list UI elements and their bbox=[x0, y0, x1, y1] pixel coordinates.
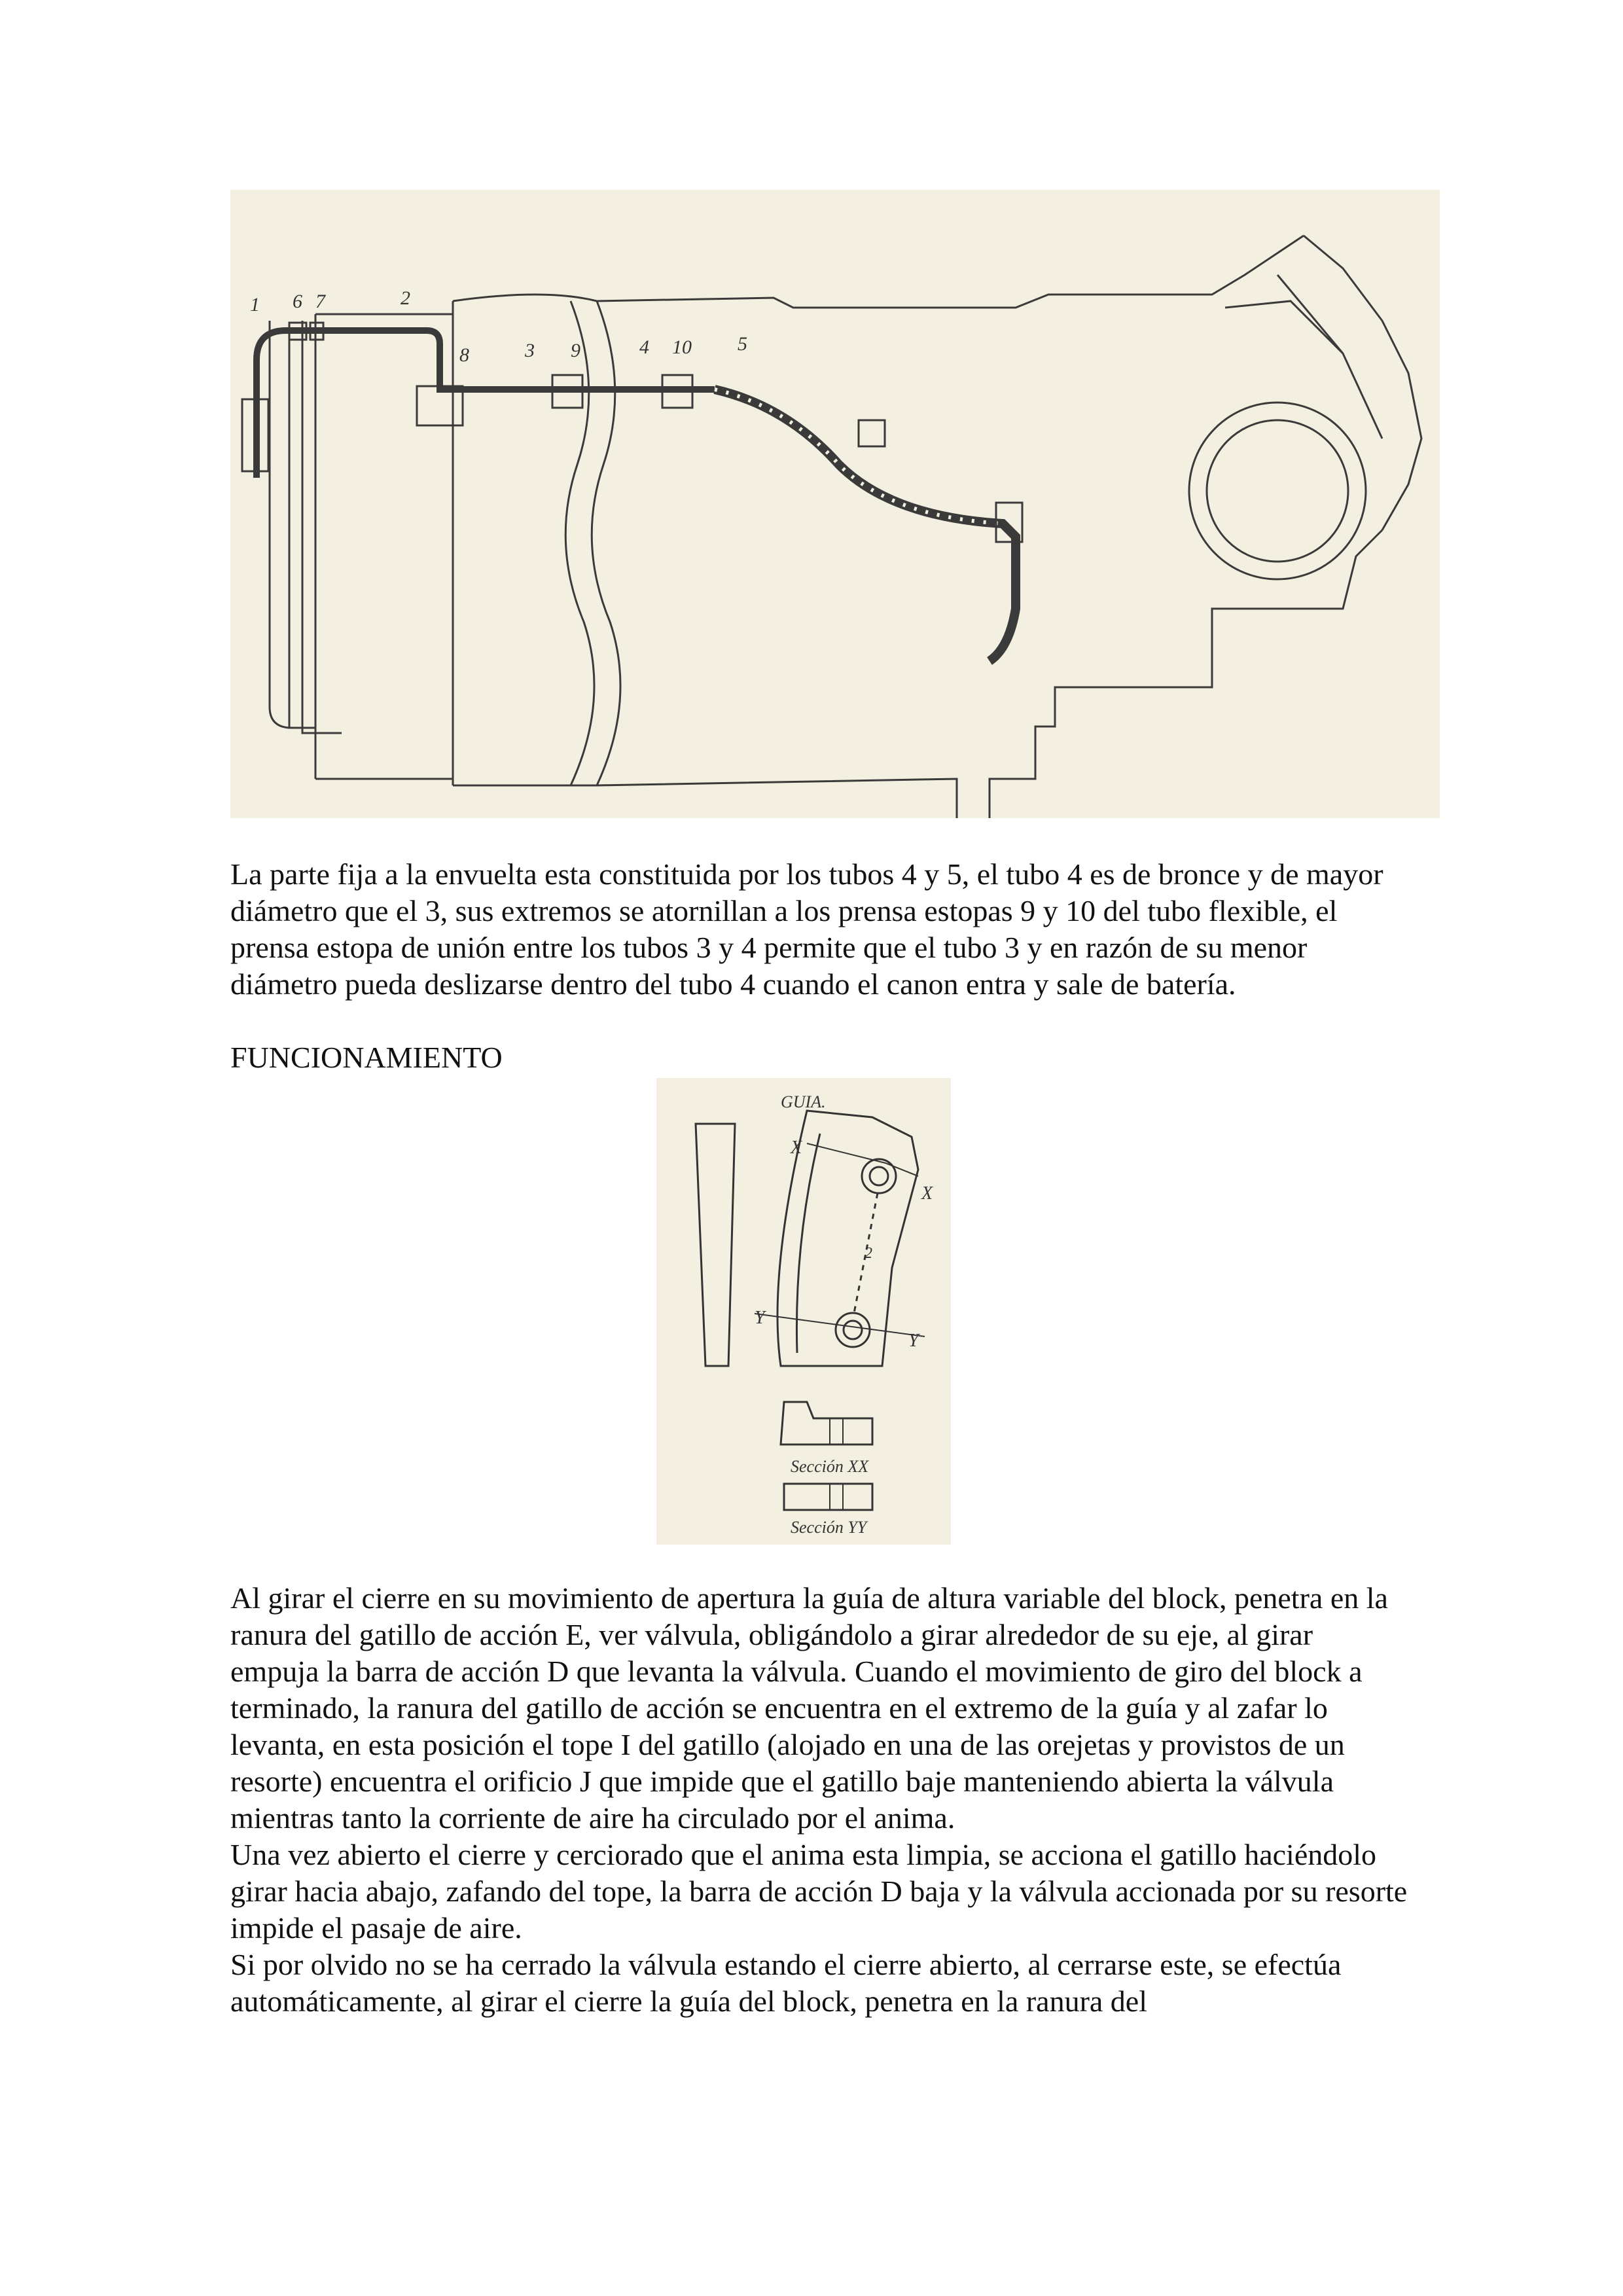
section-yy-label: Sección YY bbox=[791, 1518, 867, 1537]
body-text bbox=[230, 1580, 1408, 2020]
label-1: 1 bbox=[250, 294, 260, 315]
guide-title: GUIA. bbox=[781, 1092, 826, 1111]
label-4: 4 bbox=[639, 336, 649, 358]
section-xx-label: Sección XX bbox=[791, 1457, 869, 1476]
breech-tube-svg bbox=[230, 190, 1440, 818]
paragraph-fixed-part: La parte fija a la envuelta esta constituida por los tubos 4 y 5, el tubo 4 es de bronce y de mayor diámetro que el 3, sus extremos se atornillan a los prensa estopas 9 y 10 del tubo flexible, el prensa estopa de unión entre los tubos 3 y 4 permite que el tubo 3 y en razón de su menor diámetro pueda deslizarse dentro del tubo 4 cuando el canon entra y sale de batería. bbox=[230, 857, 1383, 1001]
section-heading bbox=[230, 1039, 1408, 1076]
guide-drawing bbox=[656, 1078, 951, 1545]
label-9: 9 bbox=[571, 340, 580, 361]
guide-svg bbox=[656, 1078, 951, 1545]
label-6: 6 bbox=[293, 291, 302, 312]
paragraph-opening: Al girar el cierre en su movimiento de apertura la guía de altura variable del block, penetra en la ranura del gatillo de acción E, ver válvula, obligándolo a girar alrededor de su eje, al girar empuja la barra de acción D que levanta la válvula. Cuando el movimiento de giro del block a terminado, la ranura del gatillo de acción se encuentra en el extremo de la guía y al zafar lo levanta, en esta posición el tope I del gatillo (alojado en una de las orejetas y provistos de un resorte) encuentra el orificio J que impide que el gatillo baje manteniendo abierta la válvula mientras tanto la corriente de aire ha circulado por el anima. bbox=[230, 1581, 1388, 1835]
label-8: 8 bbox=[459, 344, 469, 366]
label-3: 3 bbox=[525, 340, 535, 361]
guide-number: 2 bbox=[865, 1245, 872, 1262]
guide-y-left: Y bbox=[755, 1308, 765, 1328]
label-2: 2 bbox=[401, 287, 410, 309]
guide-y-right: Y bbox=[908, 1331, 919, 1351]
label-7: 7 bbox=[315, 291, 325, 312]
breech-tube-drawing bbox=[230, 190, 1440, 818]
heading-funcionamiento: FUNCIONAMIENTO bbox=[230, 1041, 503, 1074]
label-10: 10 bbox=[672, 336, 692, 358]
paragraph-automatic-close: Si por olvido no se ha cerrado la válvula estando el cierre abierto, al cerrarse este, se efectúa automáticamente, al girar el cierre la guía del block, penetra en la ranura del bbox=[230, 1948, 1342, 2018]
guide-x-left: X bbox=[791, 1138, 802, 1158]
guide-x-right: X bbox=[921, 1183, 933, 1204]
intro-paragraph bbox=[230, 856, 1408, 1003]
paragraph-closing-trigger: Una vez abierto el cierre y cerciorado que el anima esta limpia, se acciona el gatillo haciéndolo girar hacia abajo, zafando del tope, la barra de acción D baja y la válvula accionada por su resorte impide el pasaje de aire. bbox=[230, 1838, 1408, 1945]
label-5: 5 bbox=[738, 333, 747, 355]
